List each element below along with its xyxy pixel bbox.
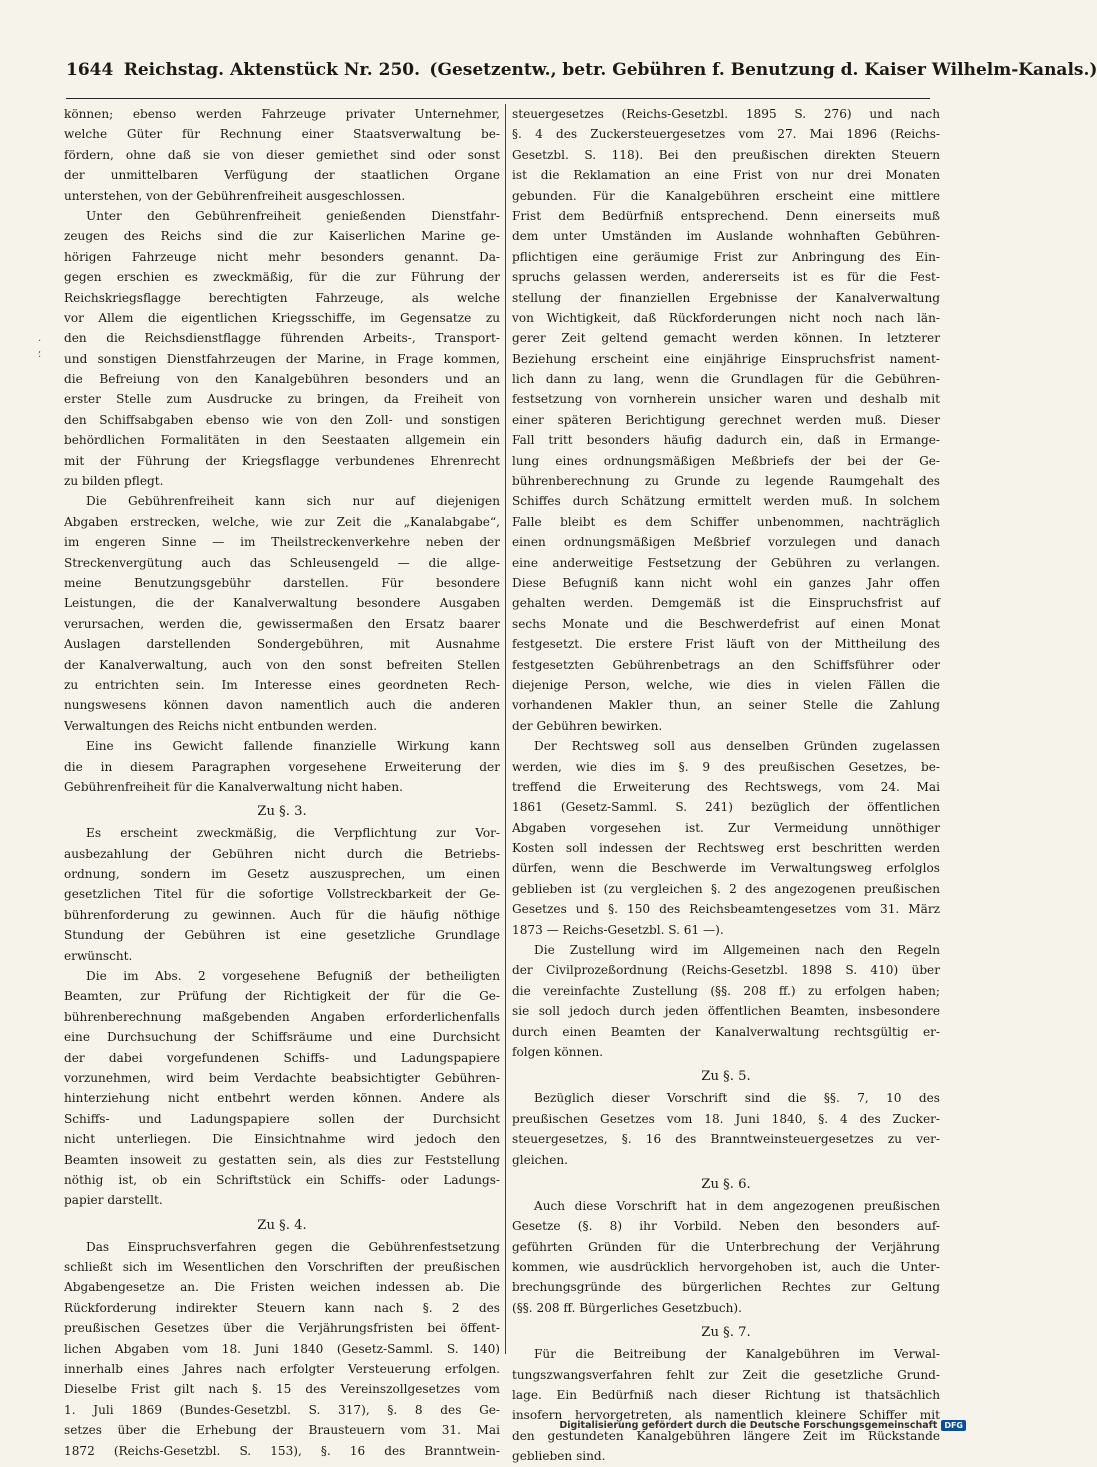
text-line: Gesetze (§. 8) ihr Vorbild. Neben den besonders auf- — [512, 1219, 940, 1234]
text-line: steuergesetzes (Reichs-Gesetzbl. 1895 S. 276) und nach — [512, 107, 940, 121]
text-line: Schiffes durch Schätzung ermittelt werden muß. In solchem — [512, 494, 940, 509]
text-line: festgesetzten Gebührenbetrags an den Schiffsführer oder — [512, 657, 940, 672]
text-line: Kosten soll indessen der Rechtsweg erst beschritten werden — [512, 841, 940, 856]
text-line: 1861 (Gesetz-Samml. S. 241) bezüglich der öffentlichen — [512, 800, 940, 815]
text-line: Für die Beitreibung der Kanalgebühren im Verwal- — [534, 1347, 940, 1362]
text-line: Diese Befugniß kann nicht wohl ein ganzes Jahr offen — [512, 575, 940, 590]
page-number: 1644 — [66, 60, 114, 80]
text-line: zeugen des Reichs sind die zur Kaiserlichen Marine ge- — [64, 229, 500, 244]
text-line: vorzunehmen, wird beim Verdachte beabsichtigter Gebühren- — [64, 1070, 500, 1085]
text-line: Reichskriegsflagge berechtigten Fahrzeuge, als welche — [64, 290, 500, 305]
text-line: Gebührenfreiheit für die Kanalverwaltung nicht haben. — [64, 779, 403, 794]
text-line: behördlichen Formalitäten in den Seestaaten allgemein ein — [64, 433, 500, 448]
text-line: lung eines ordnungsmäßigen Meßbriefs der bei der Ge- — [512, 453, 940, 468]
document-subtitle: (Gesetzentw., betr. Gebühren f. Benutzung d. Kaiser Wilhelm-Kanals.) — [429, 60, 1097, 80]
text-line: Frist dem Bedürfniß entsprechend. Denn einerseits muß — [512, 208, 940, 223]
text-line: der Gebühren bewirken. — [512, 718, 663, 733]
text-line: kommen, wie ausdrücklich hervorgehoben ist, auch die Unter- — [512, 1260, 940, 1275]
page-header — [66, 60, 1097, 99]
text-line: fördern, ohne daß sie von dieser gemiethet sind oder sonst — [64, 147, 500, 162]
text-line: bührenberechnung zu Grunde zu legende Raumgehalt des — [512, 474, 940, 489]
text-line: eine anderweitige Festsetzung der Gebühren zu verlangen. — [512, 555, 940, 570]
text-line: preußischen Gesetzes vom 18. Juni 1840, §. 4 des Zucker- — [512, 1111, 940, 1126]
text-line: Es erscheint zweckmäßig, die Verpflichtung zur Vor- — [86, 826, 500, 841]
text-line: Fall tritt besonders häufig dadurch ein, daß in Ermange- — [512, 433, 940, 448]
text-line: diejenige Person, welche, wie dies in vielen Fällen die — [512, 677, 940, 692]
text-line: Die im Abs. 2 vorgesehene Befugniß der betheiligten — [86, 969, 500, 984]
text-line: können; ebenso werden Fahrzeuge privater Unternehmer, — [64, 107, 500, 121]
text-line: den Schiffsabgaben ebenso wie von den Zoll- und sonstigen — [64, 412, 500, 427]
text-line: nöthig ist, ob ein Schriftstück ein Schiffs- oder Ladungs- — [64, 1172, 500, 1187]
text-line: gehalten werden. Demgemäß ist die Einspruchsfrist auf — [512, 596, 940, 611]
text-line: Stundung der Gebühren ist eine gesetzliche Grundlage — [64, 928, 500, 943]
text-line: dem unter Umständen im Auslande wohnhaften Gebühren- — [512, 229, 940, 244]
text-line: (§§. 208 ff. Bürgerliches Gesetzbuch). — [512, 1300, 742, 1315]
text-line: zu entrichten sein. Im Interesse eines geordneten Rech- — [64, 677, 500, 692]
text-line: Schiffs- und Ladungspapiere sollen der Durchsicht — [64, 1111, 500, 1126]
text-line: lich dann zu lang, wenn die Grundlagen für die Gebühren- — [512, 372, 940, 387]
text-line: Abgaben erstrecken, welche, wie zur Zeit die „Kanalabgabe“, — [64, 514, 500, 529]
text-line: nungswesens können davon namentlich auch die anderen — [64, 698, 500, 713]
text-line: pflichtigen eine geräumige Frist zur Anbringung des Ein- — [512, 249, 940, 264]
text-line: hörigen Fahrzeuge nicht mehr besonders genannt. Da- — [64, 249, 500, 264]
text-line: der dabei vorgefundenen Schiffs- und Ladungspapiere — [64, 1050, 500, 1065]
text-line: unterstehen, von der Gebührenfreiheit ausgeschlossen. — [64, 188, 406, 203]
text-line: schließt sich im Wesentlichen den Vorschriften der preußischen — [64, 1260, 500, 1275]
document-title: Reichstag. Aktenstück Nr. 250. — [123, 60, 421, 80]
text-line: 1873 — Reichs-Gesetzbl. S. 61 —). — [512, 922, 724, 937]
margin-ink-mark: · , · — [38, 336, 42, 363]
text-line: nicht unterliegen. Die Einsichtnahme wird jedoch den — [64, 1132, 500, 1147]
text-line: innerhalb eines Jahres nach erfolgter Versteuerung erfolgen. — [64, 1362, 500, 1377]
text-line: Gesetzes und §. 150 des Reichsbeamtengesetzes vom 31. März — [512, 902, 940, 917]
text-line: gebunden. Für die Kanalgebühren erscheint eine mittlere — [512, 188, 940, 203]
text-line: verursachen, werden die, gewissermaßen den Ersatz baarer — [64, 616, 500, 631]
text-line: hinterziehung nicht entbehrt werden können. Andere als — [64, 1091, 500, 1106]
text-line: der unmittelbaren Verfügung der staatlichen Organe — [64, 168, 500, 183]
text-line: mit der Führung der Kriegsflagge verbundenes Ehrenrecht — [64, 453, 500, 468]
text-line: treffend die Erweiterung des Rechtswegs, vom 24. Mai — [512, 779, 940, 794]
text-line: brechungsgründe des bürgerlichen Rechtes zur Geltung — [512, 1280, 940, 1295]
text-line: sechs Monate und die Beschwerdefrist auf einen Monat — [512, 616, 940, 631]
text-line: geblieben sind. — [512, 1449, 606, 1464]
text-line: dürfen, wenn die Beschwerde im Verwaltungsweg erfolglos — [512, 861, 940, 876]
text-line: Rückforderung indirekter Steuern kann nach §. 2 des — [64, 1300, 500, 1315]
text-line: die in diesem Paragraphen vorgesehene Erweiterung der — [64, 759, 500, 774]
text-line: papier darstellt. — [64, 1193, 163, 1208]
text-line: Verwaltungen des Reichs nicht entbunden werden. — [64, 718, 378, 733]
text-line: gegen erschien es zweckmäßig, für die zur Führung der — [64, 270, 500, 285]
text-line: 1872 (Reichs-Gesetzbl. S. 153), §. 16 des Branntwein- — [64, 1443, 500, 1458]
text-line: preußischen Gesetzes über die Verjährungsfristen bei öffent- — [64, 1321, 500, 1336]
text-line: welche Güter für Rechnung einer Staatsverwaltung be- — [64, 127, 500, 142]
text-line: die vereinfachte Zustellung (§§. 208 ff.) zu erfolgen haben; — [512, 983, 940, 998]
text-line: Streckenvergütung auch das Schleusengeld — die allge- — [64, 555, 500, 570]
text-line: festgesetzt. Die erstere Frist läuft von der Mittheilung des — [512, 637, 940, 652]
text-line: erwünscht. — [64, 948, 133, 963]
text-line: tungszwangsverfahren fehlt zur Zeit die gesetzliche Grund- — [512, 1367, 940, 1382]
text-line: zu bilden pflegt. — [64, 474, 164, 489]
text-line: insofern hervorgetreten, als namentlich kleinere Schiffer mit — [512, 1408, 940, 1423]
footer-credit: Digitalisierung gefördert durch die Deutsche Forschungsgemeinschaft — [559, 1419, 938, 1431]
text-line: ist die Reklamation an eine Frist von nur drei Monaten — [512, 168, 940, 183]
text-line: Bezüglich dieser Vorschrift sind die §§. 7, 10 des — [534, 1091, 940, 1106]
right-text-column — [512, 104, 940, 1467]
text-line: den gestundeten Kanalgebühren längere Zeit im Rückstande — [512, 1428, 940, 1443]
text-line: einen ordnungsmäßigen Meßbrief vorzulegen und danach — [512, 535, 940, 550]
text-line: eine Durchsuchung der Schiffsräume und eine Durchsicht — [64, 1030, 500, 1045]
text-line: bührenforderung zu gewinnen. Auch für die häufig nöthige — [64, 907, 500, 922]
section-heading: Zu §. 7. — [701, 1325, 751, 1341]
text-line: Beamten, zur Prüfung der Richtigkeit der für die Ge- — [64, 989, 500, 1004]
text-line: lichen Abgaben vom 18. Juni 1840 (Gesetz-Samml. S. 140) — [64, 1341, 500, 1356]
text-line: bührenberechnung maßgebenden Angaben erforderlichenfalls — [64, 1009, 500, 1024]
text-line: den die Reichsdienstflagge führenden Arbeits-, Transport- — [64, 331, 500, 346]
text-line: lage. Ein Bedürfniß nach dieser Richtung ist thatsächlich — [512, 1388, 940, 1403]
text-line: im engeren Sinne — im Theilstreckenverkehre neben der — [64, 535, 500, 550]
text-line: gleichen. — [512, 1152, 568, 1167]
text-line: erster Stelle zum Ausdrucke zu bringen, da Freiheit von — [64, 392, 500, 407]
section-heading: Zu §. 6. — [701, 1176, 751, 1192]
section-heading: Zu §. 3. — [257, 804, 307, 820]
text-line: Die Gebührenfreiheit kann sich nur auf diejenigen — [86, 494, 500, 509]
text-line: vor Allem die eigentlichen Kriegsschiffe, im Gegensatze zu — [64, 310, 500, 325]
text-line: einer späteren Berichtigung gerechnet werden muß. Dieser — [512, 412, 940, 427]
text-line: werden, wie dies im §. 9 des preußischen Gesetzes, be- — [512, 759, 940, 774]
text-line: meine Benutzungsgebühr darstellen. Für besondere — [64, 575, 500, 590]
text-line: setzes über die Erhebung der Brausteuern vom 31. Mai — [64, 1423, 500, 1438]
text-line: Gesetzbl. S. 118). Bei den preußischen direkten Steuern — [512, 147, 940, 162]
text-line: spruchs gelassen werden, andererseits ist es für die Fest- — [512, 270, 940, 285]
text-line: festsetzung von vornherein unsicher waren und deshalb mit — [512, 392, 940, 407]
text-line: ordnung, sondern im Gesetz auszusprechen, um einen — [64, 867, 500, 882]
text-line: Die Zustellung wird im Allgemeinen nach den Regeln — [534, 943, 940, 958]
section-heading: Zu §. 5. — [701, 1069, 751, 1085]
text-line: Unter den Gebührenfreiheit genießenden Dienstfahr- — [86, 208, 500, 223]
text-line: der Kanalverwaltung, auch von den sonst befreiten Stellen — [64, 657, 500, 672]
text-line: steuergesetzes, §. 16 des Branntweinsteuergesetzes zu ver- — [512, 1132, 940, 1147]
text-line: vorhandenen Makler thun, an seiner Stelle die Zahlung — [512, 698, 940, 713]
text-line: §. 4 des Zuckersteuergesetzes vom 27. Mai 1896 (Reichs- — [512, 127, 940, 142]
text-line: geblieben ist (zu vergleichen §. 2 des angezogenen preußischen — [512, 881, 940, 896]
column-divider — [505, 104, 506, 1354]
text-line: der Civilprozeßordnung (Reichs-Gesetzbl. 1898 S. 410) über — [512, 963, 940, 978]
text-line: Auch diese Vorschrift hat in dem angezogenen preußischen — [534, 1198, 940, 1213]
text-line: Dieselbe Frist gilt nach §. 15 des Vereinszollgesetzes vom — [64, 1382, 500, 1397]
text-line: Das Einspruchsverfahren gegen die Gebührenfestsetzung — [86, 1239, 500, 1254]
text-line: Auslagen darstellenden Sondergebühren, mit Ausnahme — [64, 637, 500, 652]
dfg-logo: DFG — [941, 1420, 966, 1431]
text-line: Beamten insoweit zu gestatten sein, als dies zur Feststellung — [64, 1152, 500, 1167]
text-line: und sonstigen Dienstfahrzeugen der Marine, in Frage kommen, — [64, 351, 500, 366]
text-line: Abgabengesetze an. Die Fristen weichen indessen ab. Die — [64, 1280, 500, 1295]
text-line: Beziehung erscheint eine einjährige Einspruchsfrist nament- — [512, 351, 940, 366]
page-footer — [559, 1418, 966, 1432]
text-line: die Befreiung von den Kanalgebühren besonders und an — [64, 372, 500, 387]
text-line: geführten Gründen für die Unterbrechung der Verjährung — [512, 1239, 940, 1254]
text-line: Falle bleibt es dem Schiffer unbenommen, nachträglich — [512, 514, 940, 529]
text-line: folgen können. — [512, 1044, 604, 1059]
text-line: 1. Juli 1869 (Bundes-Gesetzbl. S. 317), §. 8 des Ge- — [64, 1402, 500, 1417]
left-text-column — [64, 104, 500, 1461]
text-line: durch einen Beamten der Kanalverwaltung rechtsgültig er- — [512, 1024, 940, 1039]
text-line: Abgaben vorgesehen ist. Zur Vermeidung unnöthiger — [512, 820, 940, 835]
section-heading: Zu §. 4. — [257, 1217, 307, 1233]
text-line: Eine ins Gewicht fallende finanzielle Wirkung kann — [86, 739, 500, 754]
text-line: Leistungen, die der Kanalverwaltung besondere Ausgaben — [64, 596, 500, 611]
text-line: gesetzlichen Titel für die sofortige Vollstreckbarkeit der Ge- — [64, 887, 500, 902]
text-line: gerer Zeit geltend gemacht werden können. In letzterer — [512, 331, 940, 346]
text-line: stellung der finanziellen Ergebnisse der Kanalverwaltung — [512, 290, 940, 305]
text-line: Der Rechtsweg soll aus denselben Gründen zugelassen — [534, 739, 940, 754]
text-line: sie soll jedoch durch jeden öffentlichen Beamten, insbesondere — [512, 1004, 940, 1019]
text-line: von Wichtigkeit, daß Rückforderungen nicht noch nach län- — [512, 310, 940, 325]
text-line: ausbezahlung der Gebühren nicht durch die Betriebs- — [64, 846, 500, 861]
